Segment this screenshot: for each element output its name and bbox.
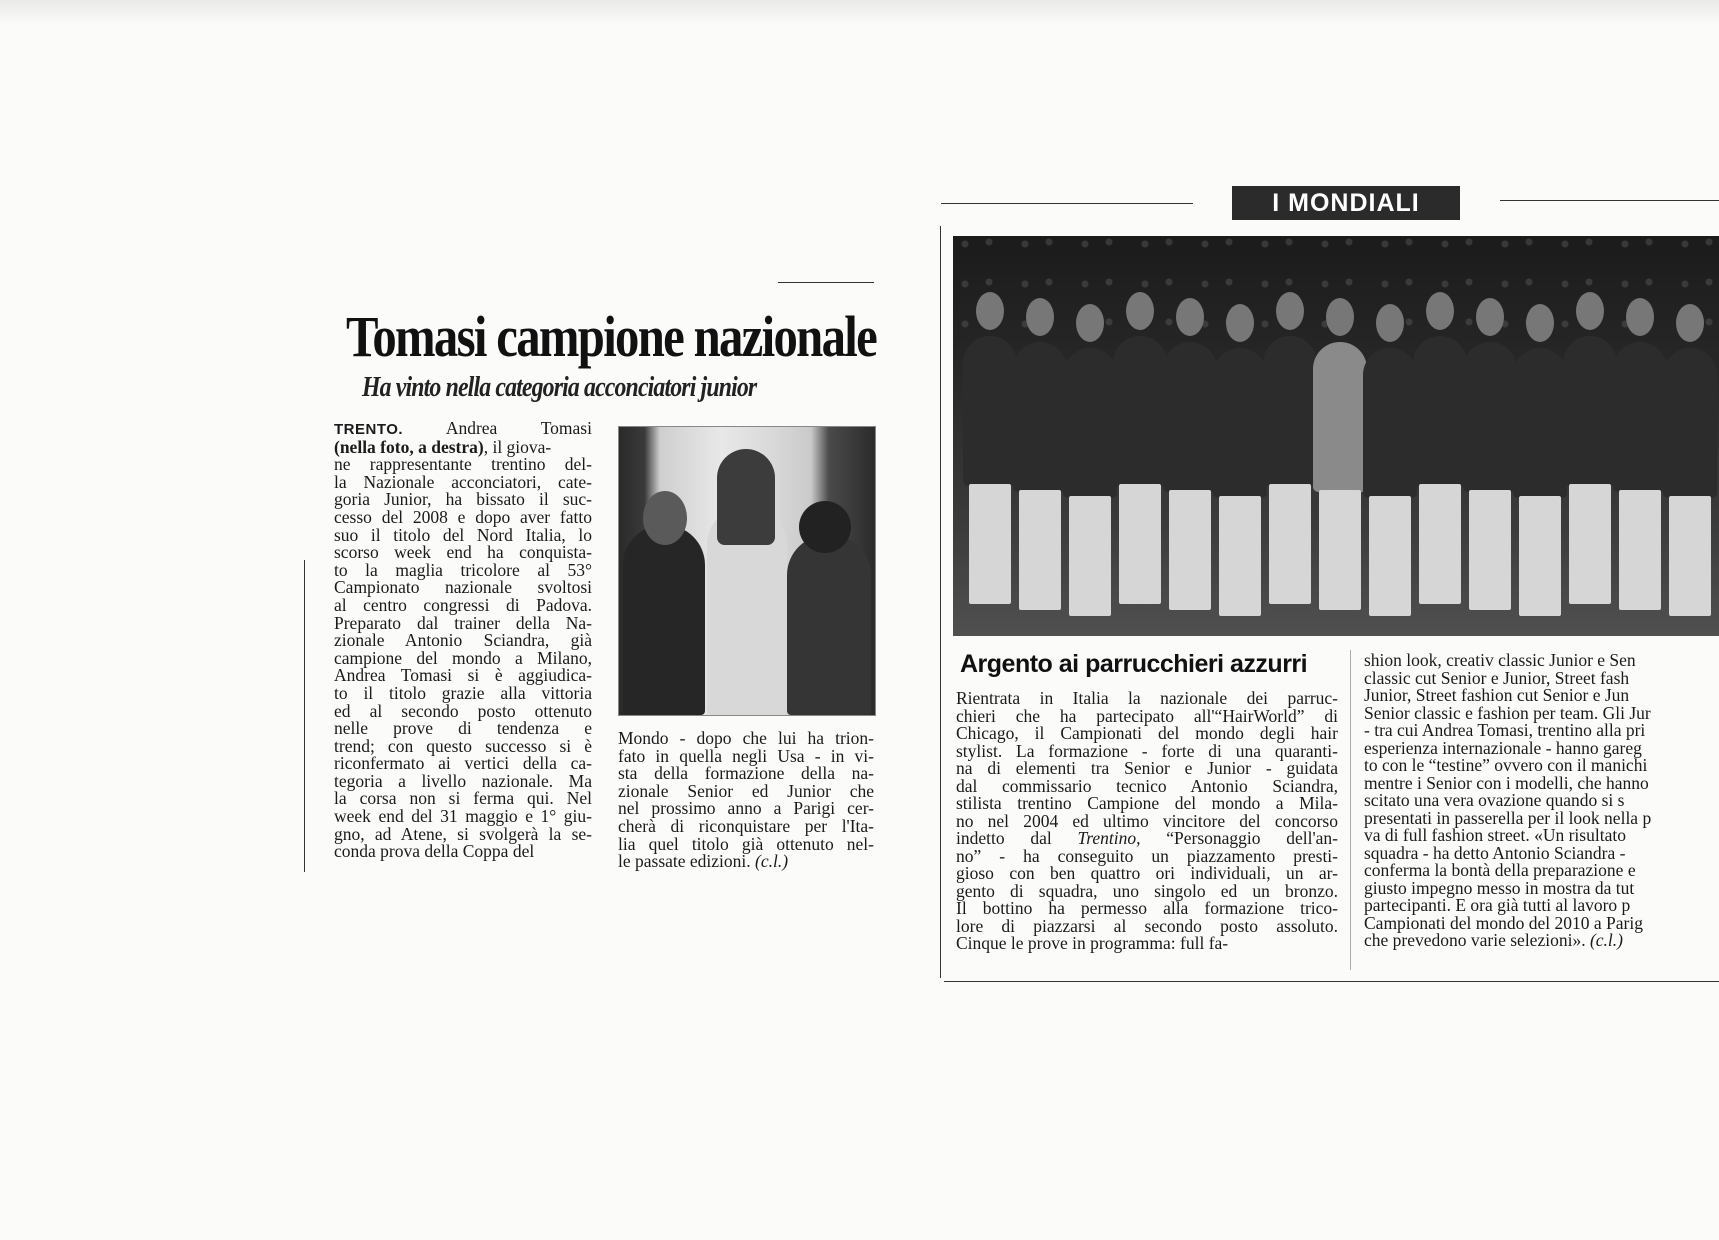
text-span: na di elementi tra Senior e Junior - guidata <box>956 758 1338 778</box>
text-span: no” - ha conseguito un piazzamento presti- <box>956 845 1338 866</box>
text-span: Junior, Street fashion cut Senior e Jun <box>1364 685 1630 705</box>
text-span: Chicago, il Campionati del mondo degli hair <box>956 723 1338 743</box>
text-span: Il bottino ha permesso alla formazione trico- <box>956 898 1338 918</box>
team-member-trousers <box>1219 496 1261 616</box>
team-member-head <box>1126 292 1154 330</box>
text-span: classic cut Senior e Junior, Street fash <box>1364 667 1630 688</box>
team-member-trousers <box>1019 490 1061 610</box>
rule-right-of-kicker <box>1500 200 1719 201</box>
left-margin-rule <box>304 560 305 872</box>
photo-figure-right-head <box>799 501 851 553</box>
text-line: Andrea Tomasi <box>445 418 592 438</box>
team-member-figure <box>1413 336 1467 486</box>
team-member-trousers <box>1119 484 1161 604</box>
text-span: - tra cui Andrea Tomasi, trentino alla pri <box>1364 720 1646 740</box>
team-member-head <box>1676 304 1704 342</box>
team-member-figure <box>1013 342 1067 492</box>
text-span: to la maglia tricolore al 53° <box>334 559 592 580</box>
col2-body <box>618 730 874 871</box>
text-span: Preparato dal trainer della Na- <box>334 612 592 633</box>
text-span: sta della formazione della na- <box>618 763 874 784</box>
team-member-trousers <box>1519 496 1561 616</box>
text-span: presentati in passerella per il look nella p <box>1364 807 1652 828</box>
text-span: gioso con ben quattro ori individuali, un ar- <box>956 863 1338 883</box>
text-span: trend; con questo successo si è <box>334 735 592 756</box>
text-span: squadra - ha detto Antonio Sciandra - <box>1364 842 1626 863</box>
team-member-figure <box>1213 348 1267 498</box>
text-span: riconfermato ai vertici della ca- <box>334 753 592 774</box>
text-span: chieri che ha partecipato all'“HairWorld” di <box>956 705 1338 726</box>
text-span: giusto impegno messo in mostra da tut <box>1364 877 1635 898</box>
text-line <box>956 935 1338 953</box>
text-span: nelle prove di tendenza e <box>334 718 592 739</box>
text-span: fato in quella negli Usa - in vi- <box>618 745 874 766</box>
rule-left-of-kicker <box>941 203 1193 204</box>
team-member-head <box>1226 304 1254 342</box>
text-span: zionale Antonio Sciandra, già <box>334 630 592 651</box>
text-span: zionale Senior ed Junior che <box>618 780 874 801</box>
text-span: Mondo - dopo che lui ha trion- <box>618 728 874 748</box>
team-member-figure <box>1613 342 1667 492</box>
text-span: to il titolo grazie alla vittoria <box>334 682 592 703</box>
team-member-figure <box>1113 336 1167 486</box>
photo-three-people <box>618 426 876 716</box>
right-col2-body <box>1364 652 1719 950</box>
text-span: che prevedono varie selezioni». <box>1364 930 1586 950</box>
text-span: va di full fashion street. «Un risultato <box>1364 825 1626 845</box>
team-member-figure <box>1563 336 1617 486</box>
signature: (c.l.) <box>755 851 789 872</box>
col1-body <box>334 456 592 861</box>
team-member-trousers <box>1469 490 1511 610</box>
team-member-figure <box>1163 342 1217 492</box>
section-kicker: I MONDIALI <box>1232 186 1460 220</box>
text-span: “Personaggio dell'an- <box>1166 828 1338 848</box>
team-member-trousers <box>1419 484 1461 604</box>
text-span: cherà di riconquistare per l'Ita- <box>618 815 874 836</box>
photo-figure-right <box>787 535 871 715</box>
trentino-italic: Trentino, <box>1077 828 1141 848</box>
team-member-trousers <box>1619 490 1661 610</box>
text-span: ed al secondo posto ottenuto <box>334 700 592 721</box>
text-span: no nel 2004 ed ultimo vincitore del concorso <box>956 810 1338 831</box>
text-span: ne rappresentante trentino del- <box>334 454 592 475</box>
scan-shadow <box>0 0 1719 24</box>
text-span: Senior classic e fashion per team. Gli Jur <box>1364 702 1651 723</box>
team-member-trousers <box>1569 484 1611 604</box>
team-member-head <box>1526 304 1554 342</box>
text-span: gento di squadra, uno singolo ed un bronzo. <box>956 880 1338 901</box>
team-member-head <box>976 292 1004 330</box>
text-line <box>618 853 874 871</box>
text-span: conferma la bontà della preparazione e <box>1364 860 1636 880</box>
text-span: scorso week end ha conquista- <box>334 542 592 563</box>
rule-top-left <box>778 282 874 283</box>
text-span: shion look, creativ classic Junior e Sen <box>1364 652 1636 670</box>
team-member-trousers <box>1169 490 1211 610</box>
left-article-col2 <box>618 730 874 871</box>
text-span: lore di piazzarsi al secondo posto assoluto. <box>956 915 1338 936</box>
team-member-figure <box>1463 342 1517 492</box>
team-member-head <box>1626 298 1654 336</box>
team-member-head <box>1276 292 1304 330</box>
text-span: esperienza internazionale - hanno gareg <box>1364 737 1642 758</box>
team-member-head <box>1076 304 1104 342</box>
team-member-figure <box>1513 348 1567 498</box>
text-span: Cinque le prove in programma: full fa- <box>956 933 1229 953</box>
right-col1-body <box>956 690 1338 953</box>
text-span: tegoria a livello nazionale. Ma <box>334 770 592 791</box>
col1-second-line: (nella foto, a destra), il giova- <box>334 436 552 457</box>
rule-bottom-right <box>944 981 1719 982</box>
text-span: indetto dal <box>956 828 1052 848</box>
text-span: mentre i Senior con i modelli, che hanno <box>1364 772 1649 793</box>
team-photo <box>953 236 1719 636</box>
text-span: gno, ad Atene, si svolgerà la se- <box>334 823 592 844</box>
text-span: stilista trentino Campione del mondo a Mila- <box>956 793 1338 813</box>
team-member-trousers <box>1319 490 1361 610</box>
team-member-figure <box>1263 336 1317 486</box>
team-member-figure <box>1663 348 1717 498</box>
text-line <box>1364 932 1719 950</box>
text-span: le passate edizioni. <box>618 851 751 872</box>
photo-figure-left <box>623 525 705 715</box>
photo-background-lights <box>953 236 1719 356</box>
text-span: scitato una vera ovazione quando si s <box>1364 790 1625 810</box>
dateline: TRENTO. <box>334 421 404 438</box>
team-member-trousers <box>1069 496 1111 616</box>
left-article-col1 <box>334 420 592 861</box>
text-span: la Nazionale acconciatori, cate- <box>334 471 592 492</box>
team-member-trousers <box>1269 484 1311 604</box>
team-member-trousers <box>1369 496 1411 616</box>
headline: Tomasi campione nazionale <box>346 304 877 369</box>
team-member-head <box>1326 298 1354 336</box>
right-article-title: Argento ai parrucchieri azzurri <box>960 650 1308 678</box>
right-article-col2 <box>1364 652 1719 950</box>
text-line: il giova- <box>492 436 552 457</box>
team-member-head <box>1376 304 1404 342</box>
text-span: Campionati del mondo del 2010 a Parig <box>1364 912 1643 933</box>
team-member-figure <box>963 336 1017 486</box>
right-article-col1 <box>956 690 1338 953</box>
text-span: Campionato nazionale svoltosi <box>334 577 592 598</box>
text-span: suo il titolo del Nord Italia, lo <box>334 524 592 545</box>
text-span: goria Junior, ha bissato il suc- <box>334 489 592 510</box>
text-span: al centro congressi di Padova. <box>334 594 592 615</box>
text-span: partecipanti. E ora già tutti al lavoro p <box>1364 895 1631 915</box>
team-member-figure <box>1063 348 1117 498</box>
text-span: Rientrata in Italia la nazionale dei parruc- <box>956 688 1338 708</box>
text-span: campione del mondo a Milano, <box>334 647 592 668</box>
text-span: week end del 31 maggio e 1° giu- <box>334 806 592 827</box>
photo-figure-center-hair <box>717 449 775 545</box>
photo-figure-left-head <box>643 491 687 545</box>
subheadline: Ha vinto nella categoria acconciatori junior <box>362 372 757 403</box>
team-member-head <box>1426 292 1454 330</box>
text-span: nel prossimo anno a Parigi cer- <box>618 798 874 819</box>
text-span: dal commissario tecnico Antonio Sciandra, <box>956 775 1338 796</box>
right-column-divider <box>1350 650 1351 970</box>
team-member-head <box>1476 298 1504 336</box>
text-span: stylist. La formazione - forte di una quaranti- <box>956 740 1338 761</box>
team-member-trousers <box>969 484 1011 604</box>
team-member-figure <box>1363 348 1417 498</box>
team-member-head <box>1176 298 1204 336</box>
text-line <box>334 843 592 861</box>
lead-bold: (nella foto, a destra) <box>334 436 484 457</box>
text-span: la corsa non si ferma qui. Nel <box>334 788 592 809</box>
text-span: conda prova della Coppa del <box>334 841 535 862</box>
team-member-trousers <box>1669 496 1711 616</box>
text-span: to con le “testine” ovvero con il manichi <box>1364 755 1648 775</box>
team-member-head <box>1026 298 1054 336</box>
team-member-head <box>1576 292 1604 330</box>
team-member-figure <box>1313 342 1367 492</box>
text-span: Andrea Tomasi si è aggiudica- <box>334 665 592 686</box>
text-span: cesso del 2008 e dopo aver fatto <box>334 506 592 527</box>
right-article-left-rule <box>940 226 941 978</box>
text-span: lia quel titolo già ottenuto nel- <box>618 833 874 854</box>
signature: (c.l.) <box>1589 930 1623 950</box>
